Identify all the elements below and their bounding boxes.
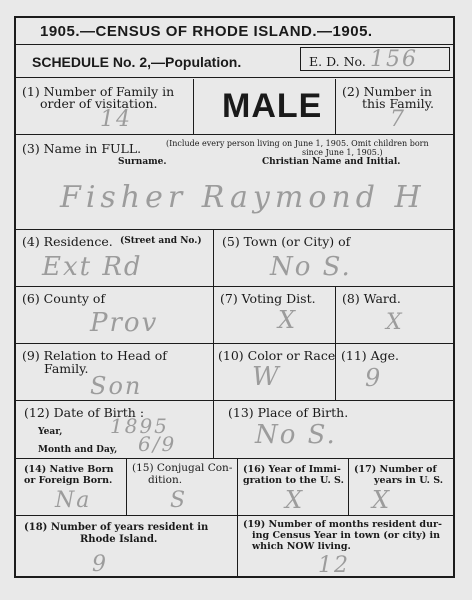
rule-row-native xyxy=(15,515,455,516)
rule-v-native-c xyxy=(348,458,349,516)
surname-label: Surname. xyxy=(118,157,167,167)
birth-month-day-value: 6/9 xyxy=(138,432,177,456)
town-label: (5) Town (or City) of xyxy=(222,234,351,249)
town-value: No S. xyxy=(270,252,352,282)
family-member-label-2: this Family. xyxy=(362,96,434,111)
family-member-value: 7 xyxy=(390,107,406,132)
immigration-label-2: gration to the U. S. xyxy=(243,475,344,486)
ed-value: 156 xyxy=(370,47,418,72)
birth-year-label: Year, xyxy=(38,427,63,437)
birth-year-value: 1895 xyxy=(110,414,169,438)
rule-row-residence xyxy=(15,286,455,287)
native-born-label: (14) Native Born xyxy=(24,464,114,475)
color-value: W xyxy=(252,362,281,392)
rule-v-native-a xyxy=(126,458,127,516)
sex-male: MALE xyxy=(222,87,323,125)
voting-dist-label: (7) Voting Dist. xyxy=(220,291,316,306)
months-resident-label: (19) Number of months resident dur- xyxy=(243,519,442,530)
relation-label-2: Family. xyxy=(44,361,89,376)
years-ri-label-2: Rhode Island. xyxy=(80,534,158,545)
ward-label: (8) Ward. xyxy=(342,291,401,306)
age-value: 9 xyxy=(365,364,383,392)
color-label: (10) Color or Race xyxy=(218,348,336,363)
rule-v-row1-a xyxy=(193,79,194,135)
conjugal-value: S xyxy=(170,488,188,513)
rule-row-birth xyxy=(15,458,455,459)
rule-v-birth xyxy=(213,400,214,458)
years-us-label: (17) Number of xyxy=(354,464,437,475)
years-us-label-2: years in U. S. xyxy=(374,475,444,486)
census-title: 1905.—CENSUS OF RHODE ISLAND.—1905. xyxy=(40,23,373,40)
county-label: (6) County of xyxy=(22,291,106,306)
rule-v-residence xyxy=(213,229,214,287)
name-value: Fisher Raymond H xyxy=(60,180,426,215)
voting-dist-value: X xyxy=(278,306,298,334)
months-resident-label-3: which NOW living. xyxy=(252,541,351,552)
months-resident-label-2: ing Census Year in town (or city) in xyxy=(252,530,441,541)
native-born-label-2: or Foreign Born. xyxy=(24,475,113,486)
rule-row1 xyxy=(15,134,455,135)
name-note: (Include every person living on June 1, 1905. Omit children born xyxy=(166,139,429,148)
name-note-2: since June 1, 1905.) xyxy=(302,148,383,157)
family-number-value: 14 xyxy=(100,107,132,132)
birth-place-value: No S. xyxy=(255,420,337,450)
months-resident-value: 12 xyxy=(318,553,350,578)
ward-value: X xyxy=(386,310,404,335)
residence-value: Ext Rd xyxy=(42,252,143,282)
residence-sublabel: (Street and No.) xyxy=(120,236,202,246)
rule-v-county-b xyxy=(335,286,336,344)
schedule-title: SCHEDULE No. 2,—Population. xyxy=(32,54,242,70)
native-born-value: Na xyxy=(55,488,92,513)
years-us-value: X xyxy=(372,486,392,514)
rule-v-relation-a xyxy=(213,343,214,401)
rule-v-resident xyxy=(237,515,238,577)
rule-schedule xyxy=(15,77,455,78)
birth-place-label: (13) Place of Birth. xyxy=(228,405,349,420)
rule-v-native-b xyxy=(237,458,238,516)
name-label: (3) Name in FULL. xyxy=(22,141,142,156)
family-number-label: (1) Number of Family in xyxy=(22,84,175,99)
rule-row-relation xyxy=(15,400,455,401)
rule-row-name xyxy=(15,229,455,230)
immigration-value: X xyxy=(285,486,305,514)
years-ri-value: 9 xyxy=(92,552,108,577)
immigration-label: (16) Year of Immi- xyxy=(243,464,341,475)
rule-row-county xyxy=(15,343,455,344)
christian-name-label: Christian Name and Initial. xyxy=(262,157,401,167)
conjugal-label-2: dition. xyxy=(148,474,183,486)
age-label: (11) Age. xyxy=(341,348,400,363)
county-value: Prov xyxy=(90,308,159,338)
relation-label: (9) Relation to Head of xyxy=(22,348,167,363)
years-ri-label: (18) Number of years resident in xyxy=(24,522,209,533)
rule-header xyxy=(15,44,455,45)
ed-label: E. D. No. xyxy=(309,54,366,69)
residence-label: (4) Residence. xyxy=(22,234,113,249)
rule-v-row1-b xyxy=(335,79,336,135)
rule-v-county-a xyxy=(213,286,214,344)
birth-month-day-label: Month and Day, xyxy=(38,445,118,455)
family-member-label: (2) Number in xyxy=(342,84,432,99)
birth-date-label: (12) Date of Birth : xyxy=(24,405,145,420)
relation-value: Son xyxy=(90,372,143,400)
conjugal-label: (15) Conjugal Con- xyxy=(132,462,233,474)
family-number-label-2: order of visitation. xyxy=(40,96,158,111)
